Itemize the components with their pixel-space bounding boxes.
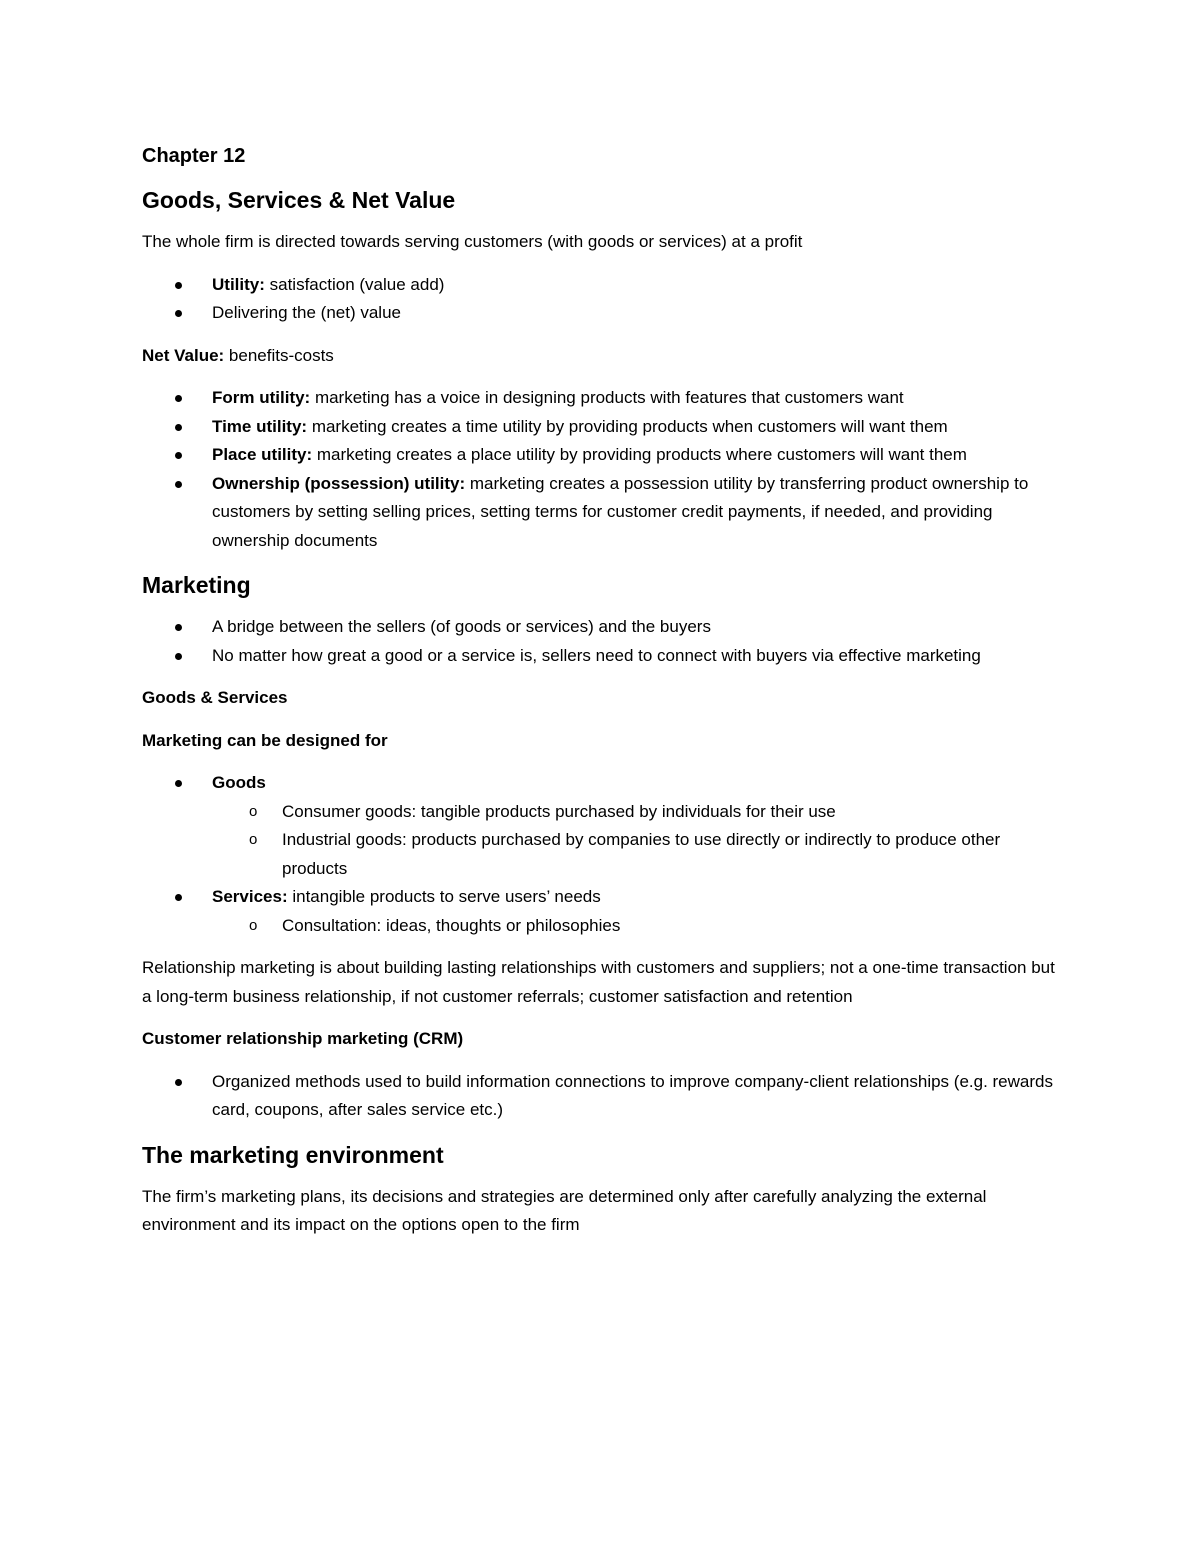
relationship-marketing-paragraph: Relationship marketing is about building lasting relationships with customers and suppliers; not a one-time transaction but a long-term business relationship, if not customer referrals; customer satisfaction and retention — [142, 958, 1055, 1006]
definition: marketing creates a possession utility by transferring product ownership to customers by setting selling prices, setting terms for customer credit payments, if needed, and providing ownership documents — [212, 473, 1029, 550]
subheading-goods-services: Goods & Services — [142, 688, 288, 707]
list-item-goods — [142, 769, 1057, 883]
net-value-paragraph — [142, 342, 1057, 371]
section-heading-marketing-environment: The marketing environment — [142, 1141, 444, 1168]
utility-types-list — [142, 384, 1057, 555]
crm-list — [142, 1068, 1057, 1125]
definition: Delivering the (net) value — [212, 303, 401, 322]
chapter-title: Chapter 12 — [142, 145, 246, 167]
goods-sublist — [212, 798, 1057, 884]
term: Net Value: — [142, 345, 225, 365]
subheading-designed-for: Marketing can be designed for — [142, 730, 388, 750]
marketing-list — [142, 613, 1057, 670]
list-item — [142, 299, 1057, 328]
services-sublist — [212, 912, 1057, 941]
sublist-item: o Consultation: ideas, thoughts or philosophies — [212, 912, 1057, 941]
definition: marketing has a voice in designing products with features that customers want — [310, 388, 904, 407]
term: Utility: — [212, 274, 265, 294]
term: Time utility: — [212, 416, 308, 436]
definition: benefits-costs — [224, 345, 334, 365]
definition: intangible products to serve users’ needs — [287, 887, 601, 906]
goods-services-list — [142, 769, 1057, 940]
list-item: No matter how great a good or a service is, sellers need to connect with buyers via effective marketing — [142, 642, 1057, 671]
subheading-crm: Customer relationship marketing (CRM) — [142, 1029, 464, 1048]
list-item — [142, 413, 1057, 442]
intro-paragraph: The whole firm is directed towards serving customers (with goods or services) at a profit — [142, 232, 803, 251]
term: Form utility: — [212, 388, 311, 407]
sublist-item: o Consumer goods: tangible products purchased by individuals for their use — [212, 798, 1057, 827]
term: Goods — [212, 773, 266, 792]
list-item — [142, 271, 1057, 300]
document-content — [142, 140, 1057, 1254]
list-item — [142, 441, 1057, 470]
definition: marketing creates a place utility by providing products where customers will want them — [312, 445, 967, 464]
term: Ownership (possession) utility: — [212, 473, 466, 493]
list-item — [142, 384, 1057, 413]
list-item: Organized methods used to build information connections to improve company-client relationships (e.g. rewards card, coupons, after sales service etc.) — [142, 1068, 1057, 1125]
definition: satisfaction (value add) — [264, 274, 445, 294]
term: Place utility: — [212, 445, 313, 464]
list-item-services — [142, 883, 1057, 940]
list-item — [142, 470, 1057, 556]
list-item: A bridge between the sellers (of goods or services) and the buyers — [142, 613, 1057, 642]
utility-list — [142, 271, 1057, 328]
section-heading-goods-services-net-value: Goods, Services & Net Value — [142, 187, 456, 213]
section-heading-marketing: Marketing — [142, 572, 251, 598]
definition: marketing creates a time utility by providing products when customers will want them — [307, 416, 948, 436]
marketing-environment-paragraph: The firm’s marketing plans, its decisions and strategies are determined only after carefully analyzing the external environment and its impact on the options open to the firm — [142, 1186, 987, 1234]
term: Services: — [212, 887, 288, 906]
sublist-item: o Industrial goods: products purchased by companies to use directly or indirectly to produce other products — [212, 826, 1057, 883]
